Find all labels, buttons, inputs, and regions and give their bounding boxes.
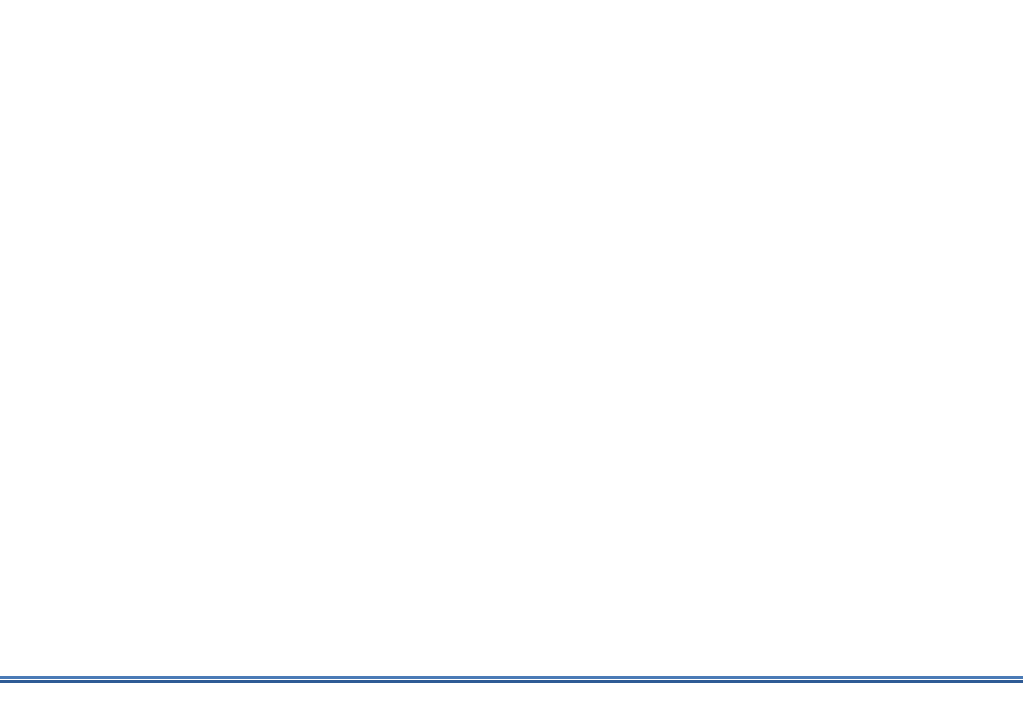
footer-divider [0,676,1023,684]
footer-divider-bottom-band [0,680,1023,683]
page-title [41,30,45,58]
footer-divider-top-band [0,676,1023,679]
